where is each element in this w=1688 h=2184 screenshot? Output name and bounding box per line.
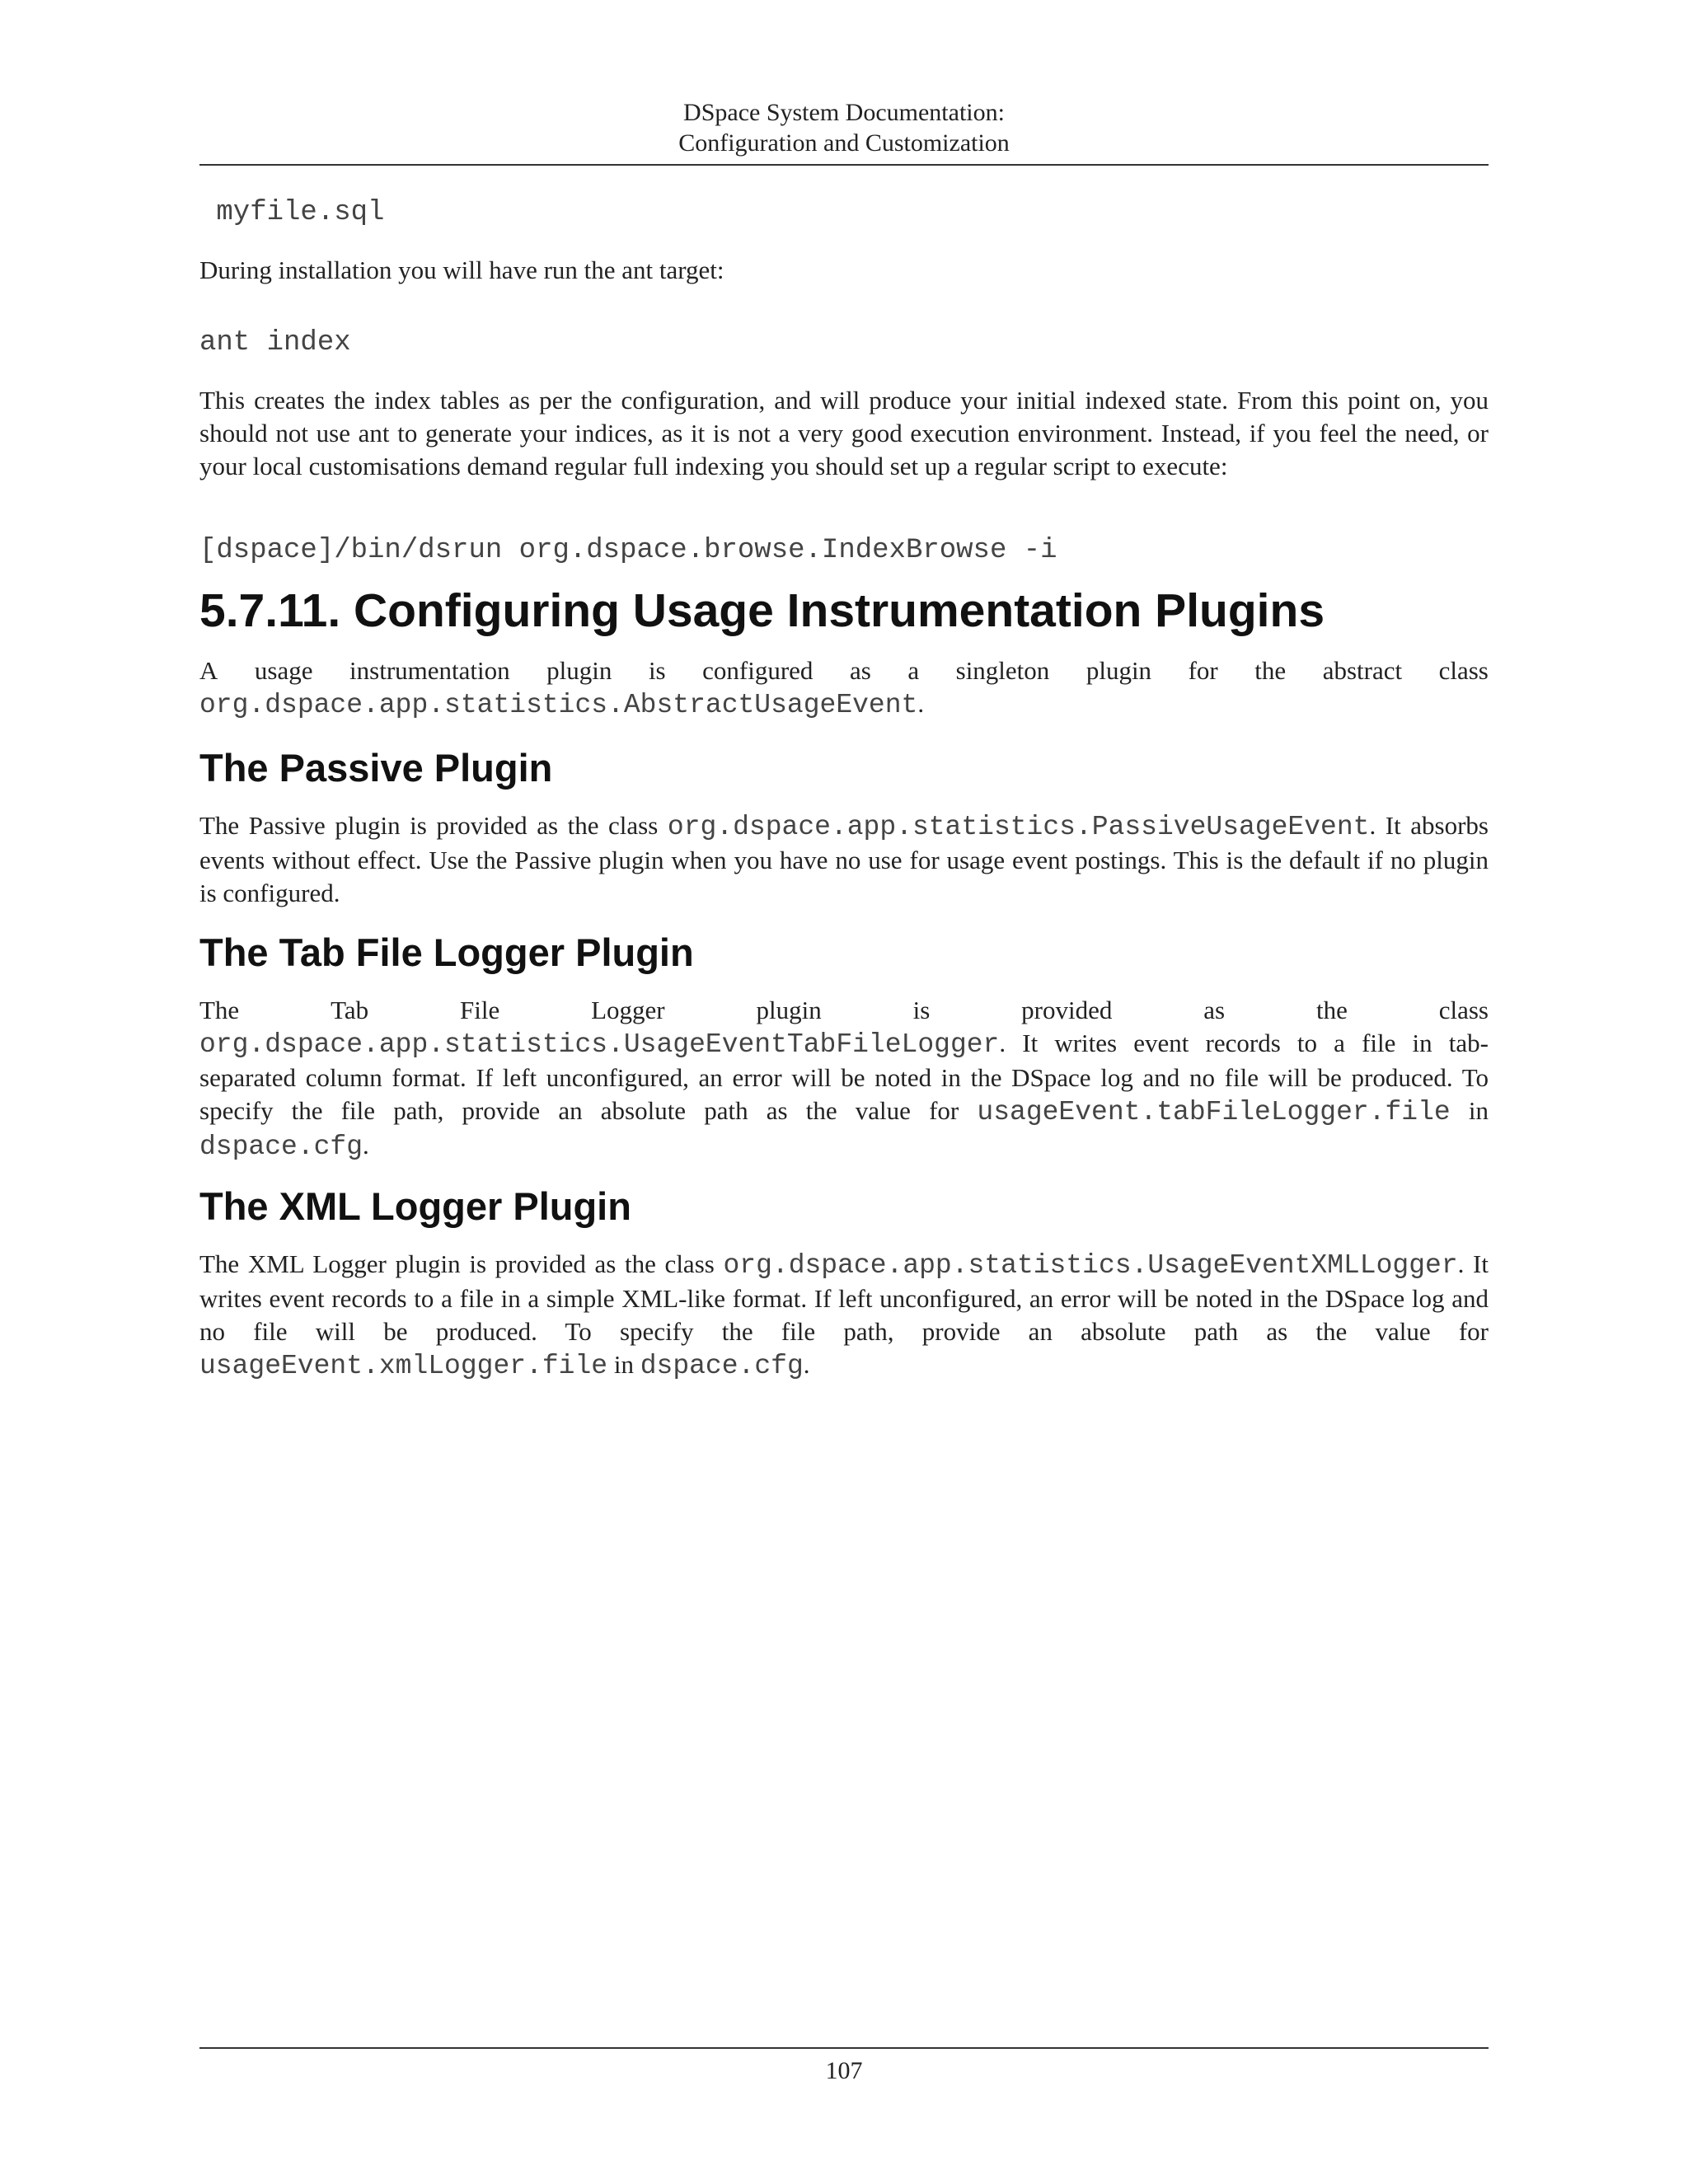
word: plugin (756, 996, 822, 1024)
period: . (917, 689, 925, 718)
word: File (459, 996, 500, 1024)
header-divider (199, 164, 1489, 166)
code-tab-file-logger-class: org.dspace.app.statistics.UsageEventTabFileLogger (199, 1029, 1000, 1060)
word: A (199, 656, 218, 685)
code-tab-file-logger-property: usageEvent.tabFileLogger.file (977, 1097, 1451, 1127)
word: Logger (591, 996, 665, 1024)
word: The (199, 996, 240, 1024)
word: provided (1021, 996, 1113, 1024)
justified-line (199, 654, 1489, 687)
word: as (1203, 996, 1226, 1024)
word: a (907, 656, 920, 685)
word: for (1188, 656, 1218, 685)
passive-text-start: The Passive plugin is provided as the class (199, 811, 668, 840)
page-number: 107 (825, 2057, 863, 2084)
tabfile-text: . It writes event records to a file in tab-separated column format. If left unconfigured, an error will be noted in the DSpace log and no file will be produced. To specify the file path, provide an absolute path as the value for (199, 1029, 1489, 1125)
passive-text-end: . It absorbs events without effect. Use the Passive plugin when you have no use for usage event postings. This is the default if no plugin is configured. (199, 811, 1489, 907)
word: the (1254, 656, 1287, 685)
word: plugin (1085, 656, 1152, 685)
xml-text-in: in (607, 1350, 640, 1379)
word: class (1438, 996, 1489, 1024)
header-title-line1: DSpace System Documentation: (683, 99, 1005, 126)
header-title-line2: Configuration and Customization (678, 129, 1010, 157)
word: abstract (1322, 656, 1403, 685)
footer-divider (199, 2047, 1489, 2049)
period: . (363, 1131, 369, 1160)
paragraph-usage-plugin (199, 654, 1489, 722)
paragraph-index-tables: This creates the index tables as per the configuration, and will produce your initial indexed state. From this point on, you should not use ant to generate your indices, as it is not a very good execution environment. Instead, if you feel the need, or your local customisations demand regular full indexing you should set up a regular script to execute: (199, 386, 1489, 480)
word: Tab (331, 996, 369, 1024)
heading-xml-logger: The XML Logger Plugin (199, 1184, 631, 1228)
page-header (199, 97, 1489, 158)
code-abstract-usage-event: org.dspace.app.statistics.AbstractUsageEvent (199, 690, 918, 720)
word: singleton (955, 656, 1050, 685)
word: as (849, 656, 871, 685)
word: is (912, 996, 931, 1024)
code-passive-usage-event: org.dspace.app.statistics.PassiveUsageEvent (667, 812, 1370, 842)
code-block-myfile: myfile.sql (199, 197, 385, 228)
paragraph-passive (199, 809, 1489, 910)
word: configured (702, 656, 814, 685)
word: class (1438, 656, 1489, 685)
word: usage (254, 656, 313, 685)
word: the (1315, 996, 1348, 1024)
code-block-ant-index: ant index (199, 327, 351, 359)
paragraph-install: During installation you will have run the ant target: (199, 255, 724, 284)
code-xml-logger-class: org.dspace.app.statistics.UsageEventXMLLogger (723, 1250, 1458, 1281)
code-block-dsrun: [dspace]/bin/dsrun org.dspace.browse.IndexBrowse -i (199, 535, 1057, 566)
word: instrumentation (349, 656, 510, 685)
xml-text-start: The XML Logger plugin is provided as the class (199, 1249, 724, 1278)
code-xml-logger-property: usageEvent.xmlLogger.file (199, 1351, 608, 1381)
heading-passive-plugin: The Passive Plugin (199, 746, 553, 790)
justified-line (199, 994, 1489, 1027)
code-dspace-cfg: dspace.cfg (640, 1351, 804, 1381)
page-content (199, 196, 1489, 1383)
section-title: 5.7.11. Configuring Usage Instrumentation Plugins (199, 584, 1325, 637)
xml-text-middle: . It writes event records to a file in a simple XML-like format. If left unconfigured, an error will be noted in the DSpace log and no file will be produced. To specify the file path, provide an absolute path as the value for (199, 1249, 1489, 1346)
tabfile-body (199, 1029, 1489, 1160)
word: is (648, 656, 666, 685)
period: . (803, 1350, 810, 1379)
paragraph-tab-file-logger (199, 994, 1489, 1164)
paragraph-line (199, 687, 1489, 722)
tabfile-text-in: in (1450, 1096, 1489, 1125)
word: plugin (546, 656, 612, 685)
heading-tab-file-logger: The Tab File Logger Plugin (199, 930, 694, 974)
paragraph-xml-logger (199, 1248, 1489, 1383)
code-dspace-cfg: dspace.cfg (199, 1132, 363, 1162)
